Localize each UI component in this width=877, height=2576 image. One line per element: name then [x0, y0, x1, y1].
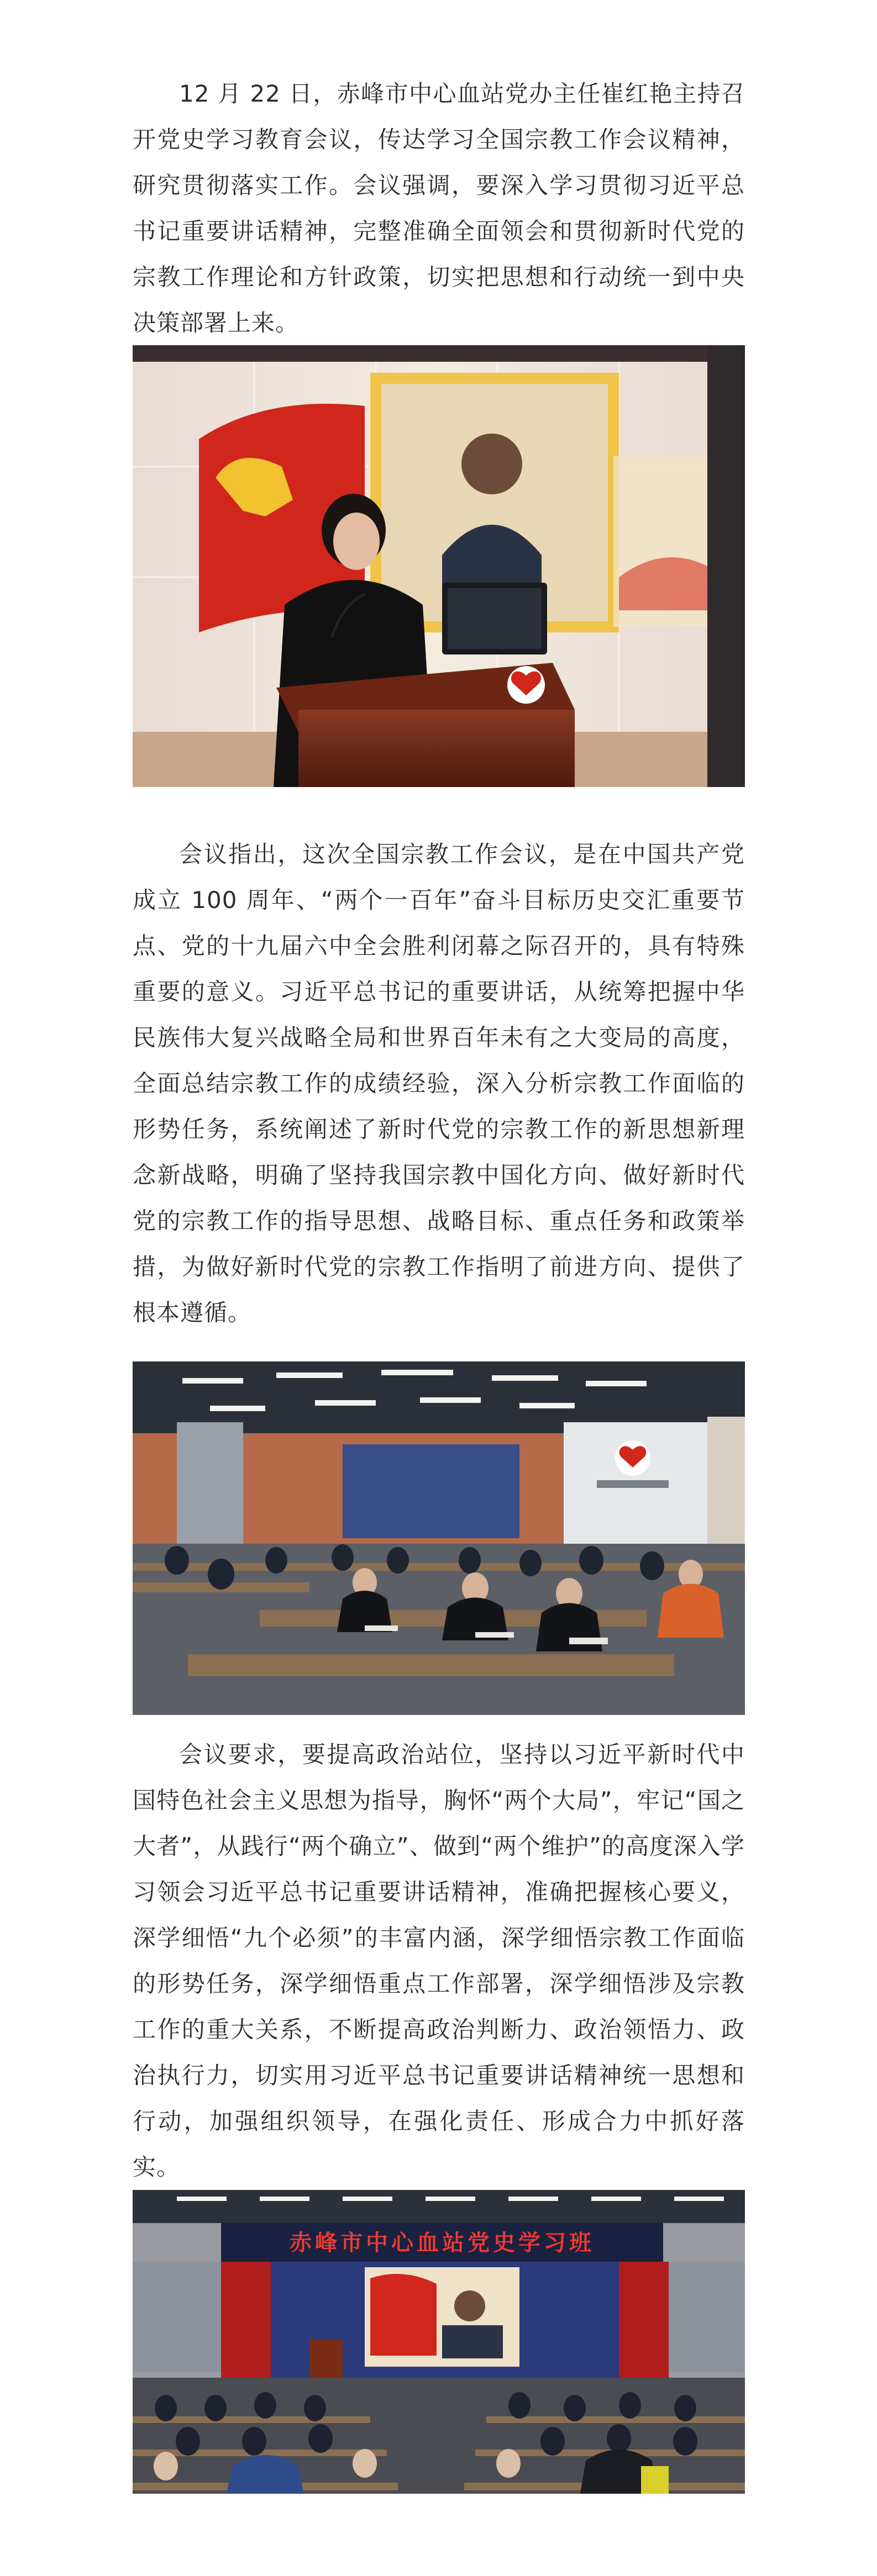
- photo-lecture-hall: [133, 2190, 745, 2494]
- paragraph-2-block: [133, 831, 745, 1335]
- photo-meeting-room: [133, 1361, 745, 1715]
- photo-speaker-at-podium: [133, 345, 745, 787]
- paragraph: 会议指出，这次全国宗教工作会议，是在中国共产党成立 100 周年、“两个一百年”奋斗目标历史交汇重要节点、党的十九届六中全会胜利闭幕之际召开的，具有特殊重要的意义。习近平总书记的重要讲话，从统筹把握中华民族伟大复兴战略全局和世界百年未有之大变局的高度，全面总结宗教工作的成绩经验，深入分析宗教工作面临的形势任务，系统阐述了新时代党的宗教工作的新思想新理念新战略，明确了坚持我国宗教中国化方向、做好新时代党的宗教工作的指导思想、战略目标、重点任务和政策举措，为做好新时代党的宗教工作指明了前进方向、提供了根本遵循。: [133, 841, 745, 1326]
- paragraph: 12 月 22 日，赤峰市中心血站党办主任崔红艳主持召开党史学习教育会议，传达学习全国宗教工作会议精神，研究贯彻落实工作。会议强调，要深入学习贯彻习近平总书记重要讲话精神，完整准确全面领会和贯彻新时代党的宗教工作理论和方针政策，切实把思想和行动统一到中央决策部署上来。: [133, 80, 745, 336]
- paragraph-1-block: [133, 71, 745, 346]
- banner-text: 赤峰市中心血站党史学习班: [290, 2230, 595, 2256]
- paragraph-3-block: [133, 1732, 745, 2190]
- paragraph: 会议要求，要提高政治站位，坚持以习近平新时代中国特色社会主义思想为指导，胸怀“两个大局”，牢记“国之大者”，从践行“两个确立”、做到“两个维护”的高度深入学习领会习近平总书记重要讲话精神，准确把握核心要义，深学细悟“九个必须”的丰富内涵，深学细悟宗教工作面临的形势任务，深学细悟重点工作部署，深学细悟涉及宗教工作的重大关系，不断提高政治判断力、政治领悟力、政治执行力，切实用习近平总书记重要讲话精神统一思想和行动，加强组织领导，在强化责任、形成合力中抓好落实。: [133, 1741, 745, 2181]
